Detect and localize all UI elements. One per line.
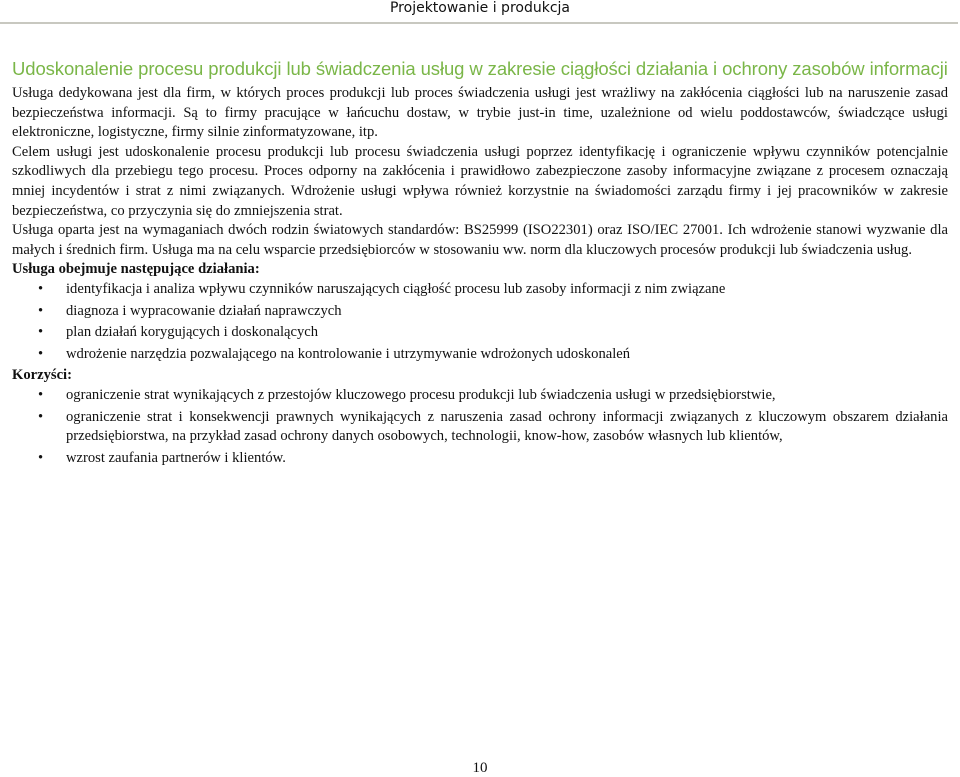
bullet-icon: • [38,386,44,403]
bullet-icon: • [38,408,44,425]
running-header: Projektowanie i produkcja [389,0,570,16]
document-body [12,56,948,470]
paragraph-intro: Usługa dedykowana jest dla firm, w których proces produkcji lub proces świadczenia usługi jest wrażliwy na zakłócenia ciągłości lub na naruszenie zasad bezpieczeństwa informacji. Są to firmy pracujące w łańcuchu dostaw, w trybie just-in time, uzależnione od wielu poddostawców, świadczące usługi elektroniczne, logistyczne, firmy silnie zinformatyzowane, itp. [12,85,948,141]
header-divider [0,22,958,24]
list-item: • wdrożenie narzędzia pozwalającego na kontrolowanie i utrzymywanie wdrożonych udoskonaleń [12,345,948,365]
bullet-icon: • [38,280,44,297]
list-item: • plan działań korygujących i doskonalących [12,323,948,343]
list-item: • wzrost zaufania partnerów i klientów. [12,449,948,469]
bullet-icon: • [38,345,44,362]
list-item: • ograniczenie strat i konsekwencji prawnych wynikających z naruszenia zasad ochrony informacji związanych z kluczowym obszarem działania przedsiębiorstwa, na przykład zasad ochrony danych osobowych, technologii, know-how, zasobów własnych lub klientów, [38,408,948,445]
bullet-icon: • [38,324,44,341]
actions-list [12,280,948,364]
list-item: • identyfikacja i analiza wpływu czynników naruszających ciągłość procesu lub zasoby informacji z nim związane [12,280,948,300]
page-number: 10 [472,760,488,776]
paragraph-goal: Celem usługi jest udoskonalenie procesu produkcji lub procesu świadczenia usługi poprzez identyfikację i ograniczenie wpływu czynników potencjalnie szkodliwych dla przebiegu tego procesu. Proces odporny na zakłócenia i prawidłowo zabezpieczone zasoby informacyjne związane z procesem oznaczają mniej incydentów i strat z nimi związanych. Wdrożenie usługi wpływa również korzystnie na świadomości zarządu firmy i jej pracowników w zakresie bezpieczeństwa, co przyczynia się do zmniejszenia strat. [12,143,948,219]
section-title: Udoskonalenie procesu produkcji lub świadczenia usług w zakresie ciągłości działania i ochrony zasobów informacji [12,58,948,79]
bullet-icon: • [38,449,44,466]
benefits-list [12,386,948,468]
benefits-heading: Korzyści: [12,367,72,384]
bullet-icon: • [38,302,44,319]
actions-heading: Usługa obejmuje następujące działania: [12,261,260,278]
paragraph-standards: Usługa oparta jest na wymaganiach dwóch rodzin światowych standardów: BS25999 (ISO22301) oraz ISO/IEC 27001. Ich wdrożenie stanowi wyzwanie dla małych i średnich firm. Usługa ma na celu wsparcie przedsiębiorców w stosowaniu ww. norm dla kluczowych procesów produkcji lub świadczenia usług. [12,222,948,258]
list-item: • ograniczenie strat wynikających z przestojów kluczowego procesu produkcji lub świadczenia usługi w przedsiębiorstwie, [12,386,948,406]
list-item: • diagnoza i wypracowanie działań naprawczych [12,302,948,322]
